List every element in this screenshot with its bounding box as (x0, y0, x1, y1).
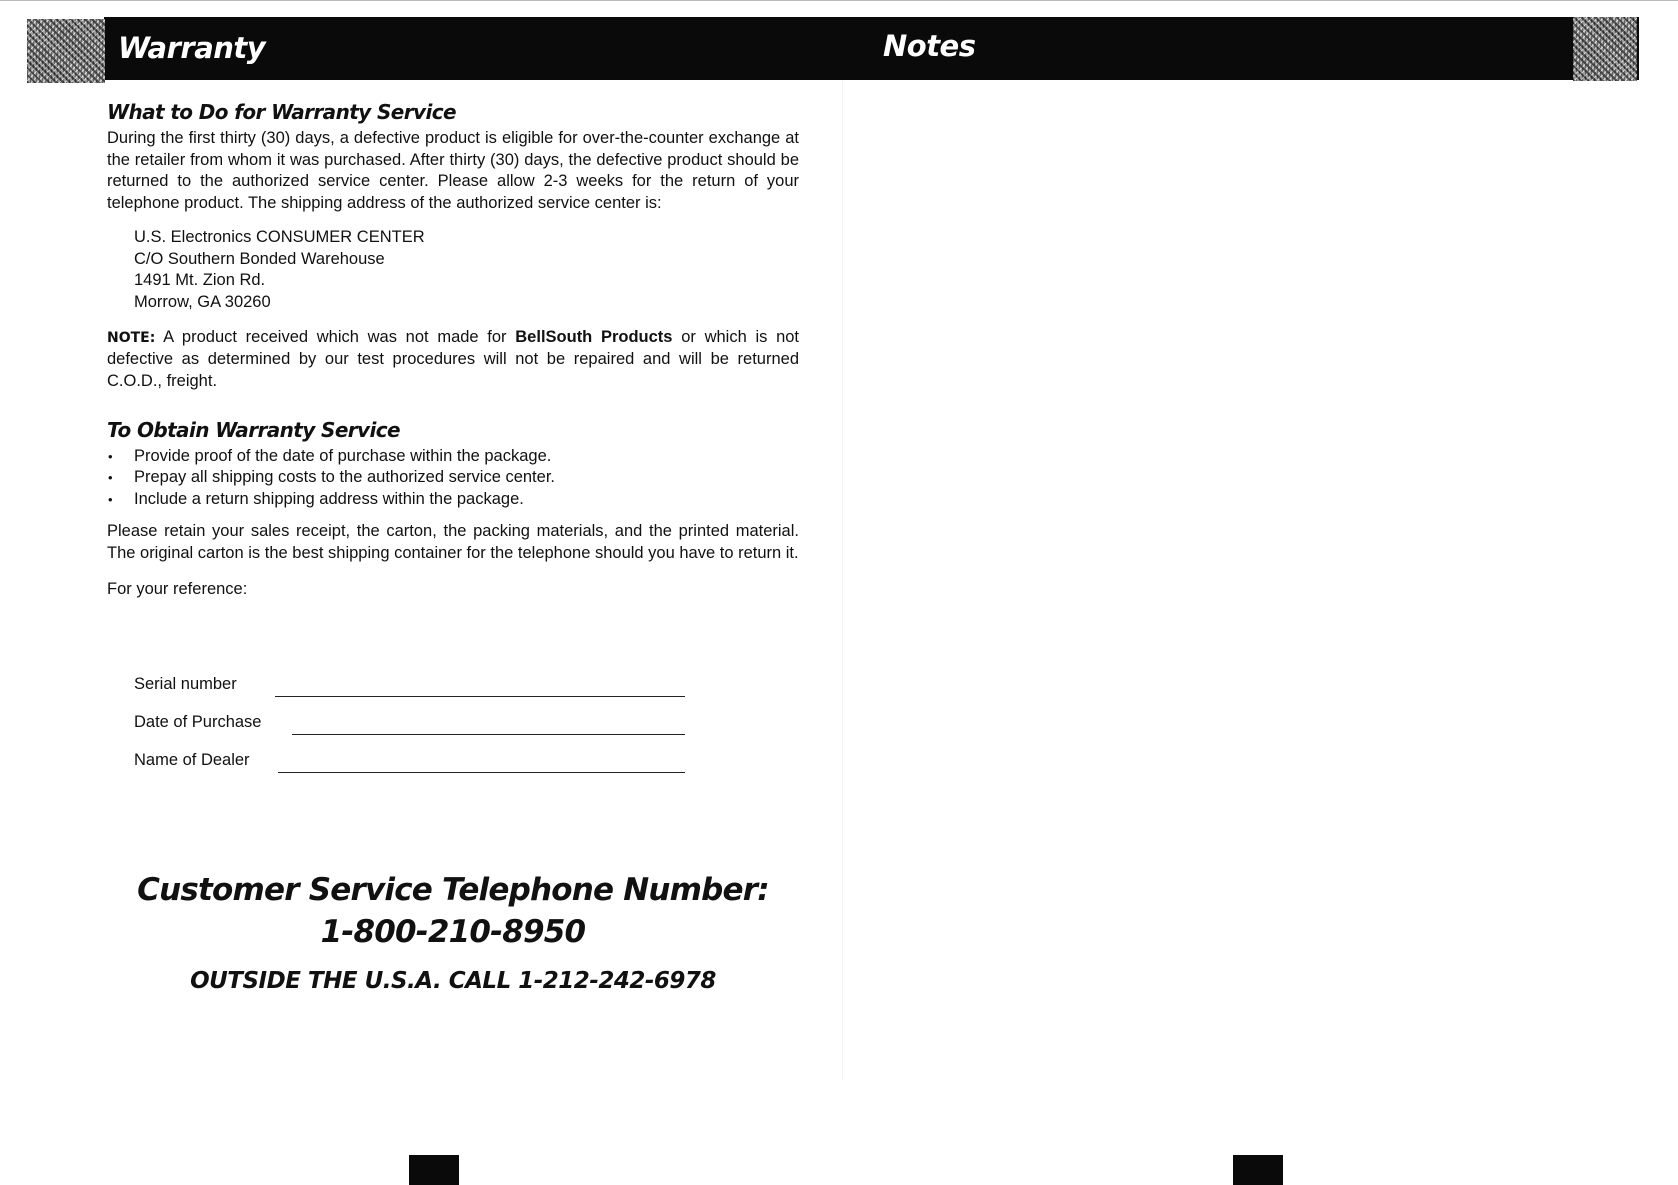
list-item: • Provide proof of the date of purchase within the package. (107, 446, 799, 468)
header-texture-right (1573, 17, 1637, 81)
address-line: U.S. Electronics CONSUMER CENTER (134, 227, 425, 246)
note-text-after: or which is not defective as determined by our test procedures will not be repaired and will be returned C.O.D., freight. (107, 327, 800, 391)
obtain-service-heading: To Obtain Warranty Service (107, 417, 400, 442)
address-line: C/O Southern Bonded Warehouse (134, 249, 385, 268)
list-item: • Include a return shipping address within the package. (107, 489, 799, 511)
name-of-dealer-label: Name of Dealer (134, 751, 250, 769)
customer-service-title: Customer Service Telephone Number: (137, 872, 769, 908)
page-divider (842, 80, 843, 1080)
retain-paragraph: Please retain your sales receipt, the carton, the packing materials, and the printed material. The original carton is the best shipping container for the telephone should you have to return it. (107, 521, 799, 562)
warranty-service-paragraph: During the first thirty (30) days, a defective product is eligible for over-the-counter exchange at the retailer from whom it was purchased. After thirty (30) days, the defective product should be returned to the authorized service center. Please allow 2-3 weeks for the return of your telephone product. The shipping address of the authorized service center is: (107, 129, 799, 213)
page-number-right (1233, 1155, 1283, 1185)
list-item: • Prepay all shipping costs to the authorized service center. (107, 467, 799, 489)
header-bar (104, 17, 1639, 80)
outside-usa-number: OUTSIDE THE U.S.A. CALL 1-212-242-6978 (190, 968, 716, 994)
page-top-edge (0, 0, 1678, 1)
note-label: NOTE: (107, 329, 156, 346)
warranty-service-heading: What to Do for Warranty Service (107, 100, 456, 124)
service-center-address (134, 227, 799, 314)
header-texture-left (27, 19, 105, 83)
customer-service-number: 1-800-210-8950 (320, 914, 586, 950)
reference-intro: For your reference: (107, 580, 248, 599)
obtain-service-list (107, 446, 799, 511)
notes-page-title: Notes (883, 29, 976, 63)
note-text-before: A product received which was not made for (155, 327, 516, 346)
page-number-left (409, 1155, 459, 1185)
name-of-dealer-line (278, 772, 685, 773)
address-line: Morrow, GA 30260 (134, 292, 271, 311)
date-of-purchase-line (292, 734, 685, 735)
serial-number-line (275, 696, 685, 697)
note-brand: BellSouth Products (515, 327, 673, 346)
warranty-page-title: Warranty (118, 31, 266, 65)
date-of-purchase-label: Date of Purchase (134, 713, 262, 731)
note-paragraph (107, 327, 799, 393)
serial-number-label: Serial number (134, 675, 237, 693)
address-line: 1491 Mt. Zion Rd. (134, 271, 266, 290)
warranty-page (107, 100, 799, 601)
